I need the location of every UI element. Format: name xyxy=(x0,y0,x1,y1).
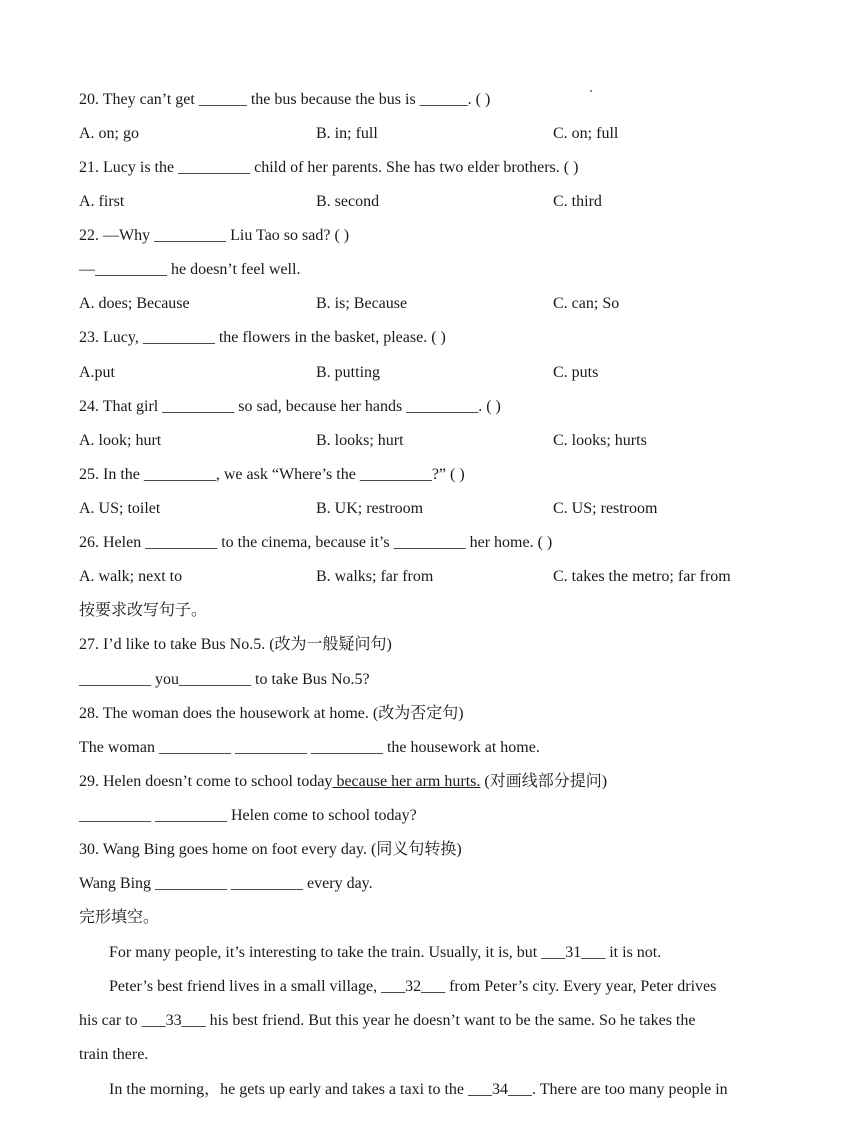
q26-option-b: B. walks; far from xyxy=(316,568,434,585)
cloze-text: his car to xyxy=(79,1012,142,1029)
cloze-text: For many people, it’s interesting to take the train. Usually, it is, but xyxy=(109,944,542,961)
q24-option-b: B. looks; hurt xyxy=(316,432,404,449)
question-28: 28. The woman does the housework at home. (改为否定句) xyxy=(79,705,464,722)
q29-instruction: (对画线部分提问) xyxy=(480,773,608,790)
cloze-paragraph-2-cont xyxy=(79,1011,695,1031)
blank-34: ___34___ xyxy=(468,1081,533,1098)
cloze-text: it is not. xyxy=(605,944,662,961)
cloze-text: In the morning，he gets up early and takes a taxi to the xyxy=(109,1081,469,1098)
question-27: 27. I’d like to take Bus No.5. (改为一般疑问句) xyxy=(79,636,392,653)
q23-option-c: C. puts xyxy=(553,364,599,381)
q20-option-b: B. in; full xyxy=(316,125,378,142)
q20-option-a: A. on; go xyxy=(79,125,139,142)
question-29-answer: _________ _________ Helen come to school today? xyxy=(79,807,417,824)
speck xyxy=(590,90,592,92)
q23-option-a: A.put xyxy=(79,364,115,381)
question-23: 23. Lucy, _________ the flowers in the basket, please. ( ) xyxy=(79,329,446,346)
q25-option-a: A. US; toilet xyxy=(79,500,161,517)
cloze-paragraph-1 xyxy=(109,943,661,963)
cloze-text: his best friend. But this year he doesn’t want to be the same. So he takes the xyxy=(205,1012,696,1029)
q29-text: 29. Helen doesn’t come to school today xyxy=(79,773,333,790)
question-30: 30. Wang Bing goes home on foot every day. (同义句转换) xyxy=(79,841,462,858)
question-27-answer: _________ you_________ to take Bus No.5? xyxy=(79,671,370,688)
q26-option-a: A. walk; next to xyxy=(79,568,183,585)
question-30-answer: Wang Bing _________ _________ every day. xyxy=(79,875,373,892)
cloze-paragraph-2-end: train there. xyxy=(79,1046,149,1063)
question-29 xyxy=(79,772,607,792)
q21-option-b: B. second xyxy=(316,193,380,210)
question-22-reply: —_________ he doesn’t feel well. xyxy=(79,261,301,278)
q22-option-b: B. is; Because xyxy=(316,295,408,312)
cloze-text: Peter’s best friend lives in a small village, xyxy=(109,978,382,995)
q29-underlined-part: because her arm hurts. xyxy=(332,773,481,790)
question-20: 20. They can’t get ______ the bus because the bus is ______. ( ) xyxy=(79,91,491,108)
q23-option-b: B. putting xyxy=(316,364,381,381)
cloze-paragraph-3 xyxy=(109,1080,728,1100)
question-26: 26. Helen _________ to the cinema, because it’s _________ her home. ( ) xyxy=(79,534,553,551)
blank-31: ___31___ xyxy=(541,944,606,961)
q21-option-a: A. first xyxy=(79,193,125,210)
cloze-text: . There are too many people in xyxy=(532,1081,728,1098)
section-heading-rewrite: 按要求改写句子。 xyxy=(79,602,208,619)
question-25: 25. In the _________, we ask “Where’s the _________?” ( ) xyxy=(79,466,465,483)
q25-option-b: B. UK; restroom xyxy=(316,500,424,517)
blank-33: ___33___ xyxy=(141,1012,206,1029)
question-21: 21. Lucy is the _________ child of her parents. She has two elder brothers. ( ) xyxy=(79,159,579,176)
q20-option-c: C. on; full xyxy=(553,125,619,142)
q24-option-a: A. look; hurt xyxy=(79,432,162,449)
section-heading-cloze: 完形填空。 xyxy=(79,909,160,926)
question-24: 24. That girl _________ so sad, because her hands _________. ( ) xyxy=(79,398,501,415)
q25-option-c: C. US; restroom xyxy=(553,500,658,517)
cloze-paragraph-2 xyxy=(109,977,716,997)
q22-option-a: A. does; Because xyxy=(79,295,190,312)
blank-32: ___32___ xyxy=(381,978,446,995)
q24-option-c: C. looks; hurts xyxy=(553,432,647,449)
q26-option-c: C. takes the metro; far from xyxy=(553,568,731,585)
question-22: 22. —Why _________ Liu Tao so sad? ( ) xyxy=(79,227,350,244)
q21-option-c: C. third xyxy=(553,193,602,210)
q22-option-c: C. can; So xyxy=(553,295,620,312)
cloze-text: from Peter’s city. Every year, Peter drives xyxy=(445,978,717,995)
question-28-answer: The woman _________ _________ _________ the housework at home. xyxy=(79,739,540,756)
